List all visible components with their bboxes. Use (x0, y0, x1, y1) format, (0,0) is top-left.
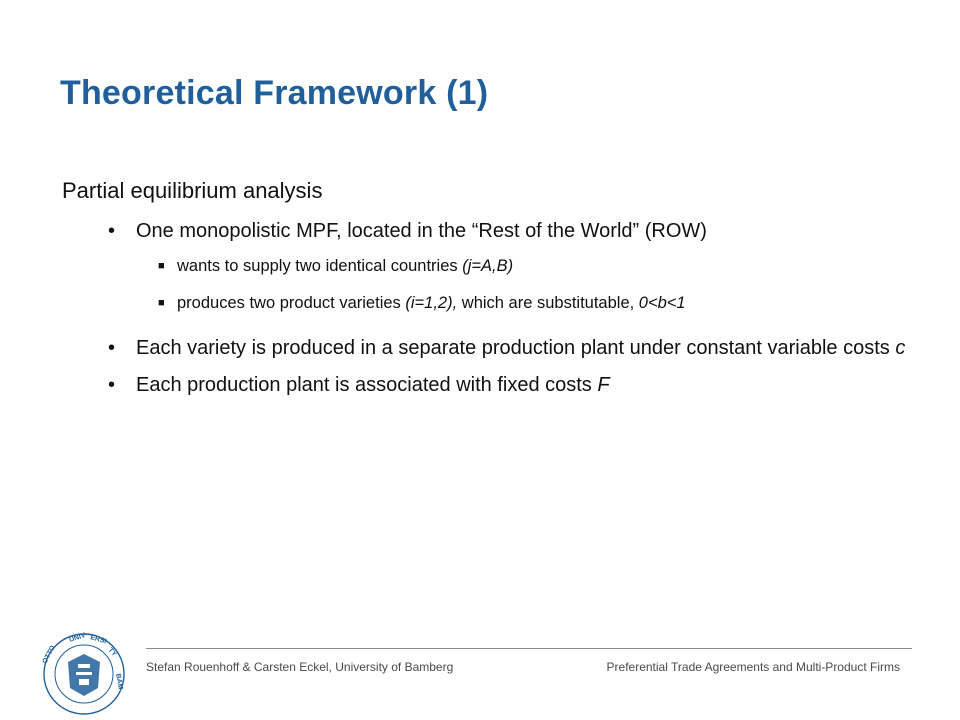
svg-text:UNIV: UNIV (68, 632, 87, 644)
bullet-item-fixed-costs (62, 372, 922, 399)
section-heading: Partial equilibrium analysis (62, 178, 323, 203)
footer-divider (146, 648, 912, 649)
slide-title: Theoretical Framework (1) (60, 74, 489, 112)
sub-bullet-text-cont: which are substitutable, (457, 294, 639, 312)
sub-bullet-text: produces two product varieties (177, 294, 406, 312)
bullet-math: c (895, 337, 906, 359)
university-seal-logo (34, 624, 134, 720)
sub-bullet-item-varieties (62, 292, 757, 315)
svg-text:ERSI: ERSI (89, 634, 108, 646)
svg-text:BAM: BAM (114, 673, 124, 691)
slide-content (62, 178, 922, 409)
footer-authors: Stefan Rouenhoff & Carsten Eckel, University of Bamberg (146, 660, 454, 674)
bullet-item-variable-costs (62, 335, 922, 362)
sub-bullet-math: (j=A,B) (462, 257, 514, 275)
bullet-icon: • (108, 337, 116, 359)
sub-bullet-math: (i=1,2), (405, 294, 458, 312)
bullet-icon: • (108, 374, 116, 396)
footer-presentation-title: Preferential Trade Agreements and Multi-Product Firms (606, 660, 900, 674)
sub-bullet-math-b: 0<b<1 (638, 294, 686, 312)
bullet-text: One monopolistic MPF, located in the “Rest of the World” (ROW) (136, 220, 707, 242)
bullet-text: Each variety is produced in a separate production plant under constant variable costs (136, 337, 896, 359)
sub-bullet-text: wants to supply two identical countries (177, 257, 463, 275)
bullet-item-mpf (62, 218, 922, 245)
bullet-text: Each production plant is associated with fixed costs (136, 374, 598, 396)
svg-text:TY: TY (106, 646, 118, 658)
bullet-icon: • (108, 220, 116, 242)
square-bullet-icon: ■ (158, 297, 165, 309)
square-bullet-icon: ■ (158, 260, 165, 272)
svg-text:OTTO: OTTO (41, 644, 57, 665)
bullet-math: F (597, 374, 610, 396)
sub-bullet-item-countries (62, 255, 757, 278)
